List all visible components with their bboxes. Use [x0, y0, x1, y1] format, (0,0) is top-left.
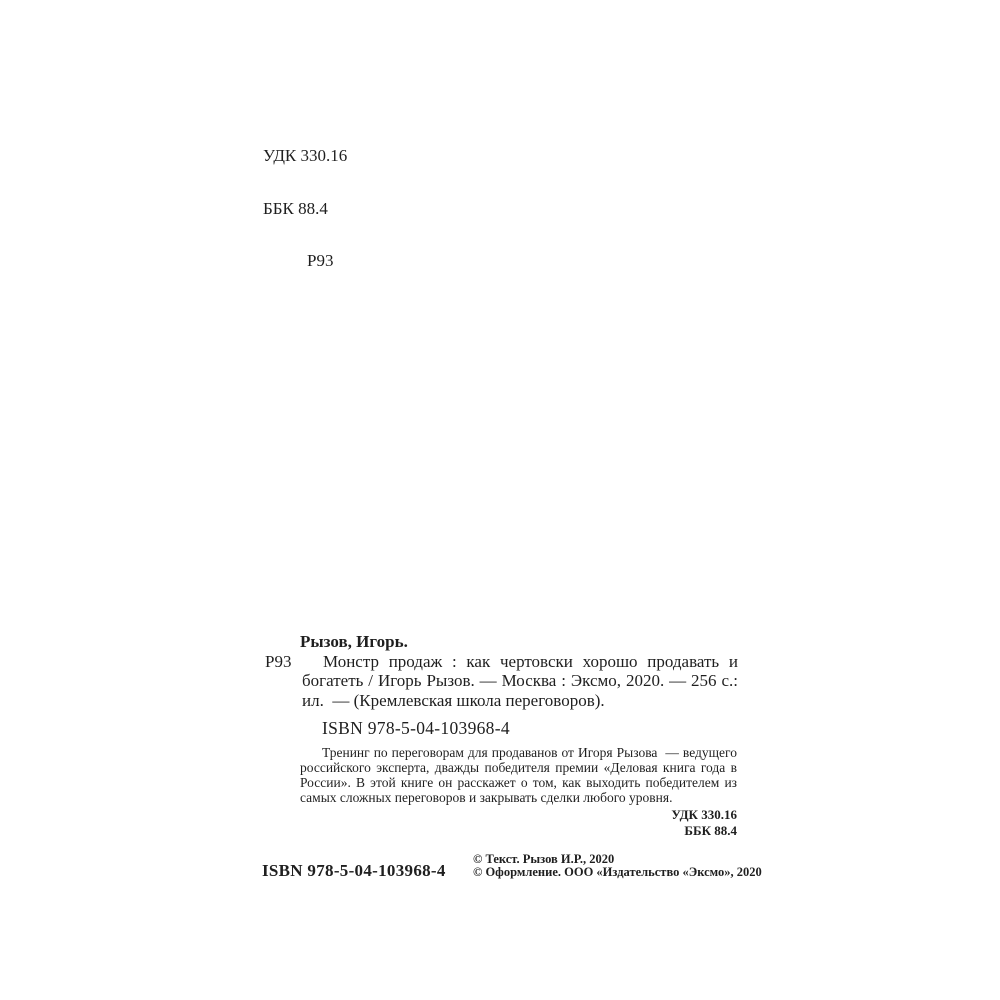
annotation-line: Тренинг по переговорам для продаванов от Игоря Рызова — ведущего [322, 744, 737, 760]
bbk-top: ББК 88.4 [263, 198, 328, 218]
catalog-card [265, 632, 738, 839]
description-line: богатеть / Игорь Рызов. — Москва : Эксмо, 2020. — 256 с.: [302, 671, 738, 690]
author-code-card: Р93 [265, 651, 292, 671]
card-body [265, 652, 738, 711]
card-annotation [300, 745, 737, 806]
udk-right: УДК 330.16 [671, 807, 737, 823]
classification-right-block [265, 807, 737, 839]
top-classification-block [263, 112, 347, 305]
description-line: Монстр продаж : как чертовски хорошо продавать и [323, 651, 738, 671]
description-line: ил. — (Кремлевская школа переговоров). [302, 690, 605, 710]
copyright-design-line: © Оформление. ООО «Издательство «Эксмо», 2020 [473, 865, 762, 879]
annotation-line: российского эксперта, дважды победителя премии «Деловая книга года в [300, 759, 737, 775]
copyright-text-line: © Текст. Рызов И.Р., 2020 [473, 852, 615, 866]
card-author: Рызов, Игорь. [300, 632, 408, 651]
author-code-top: Р93 [307, 251, 334, 270]
card-description [302, 652, 738, 711]
annotation-line: России». В этой книге он расскажет о том, как выходить победителем из [300, 774, 737, 790]
card-isbn: ISBN 978-5-04-103968-4 [322, 718, 510, 738]
bbk-right: ББК 88.4 [684, 823, 737, 839]
udk-top: УДК 330.16 [263, 146, 348, 165]
copyright-block [473, 853, 762, 879]
annotation-line: самых сложных переговоров и закрывать сделки любого уровня. [300, 790, 673, 806]
footer-isbn: ISBN 978-5-04-103968-4 [262, 861, 446, 880]
